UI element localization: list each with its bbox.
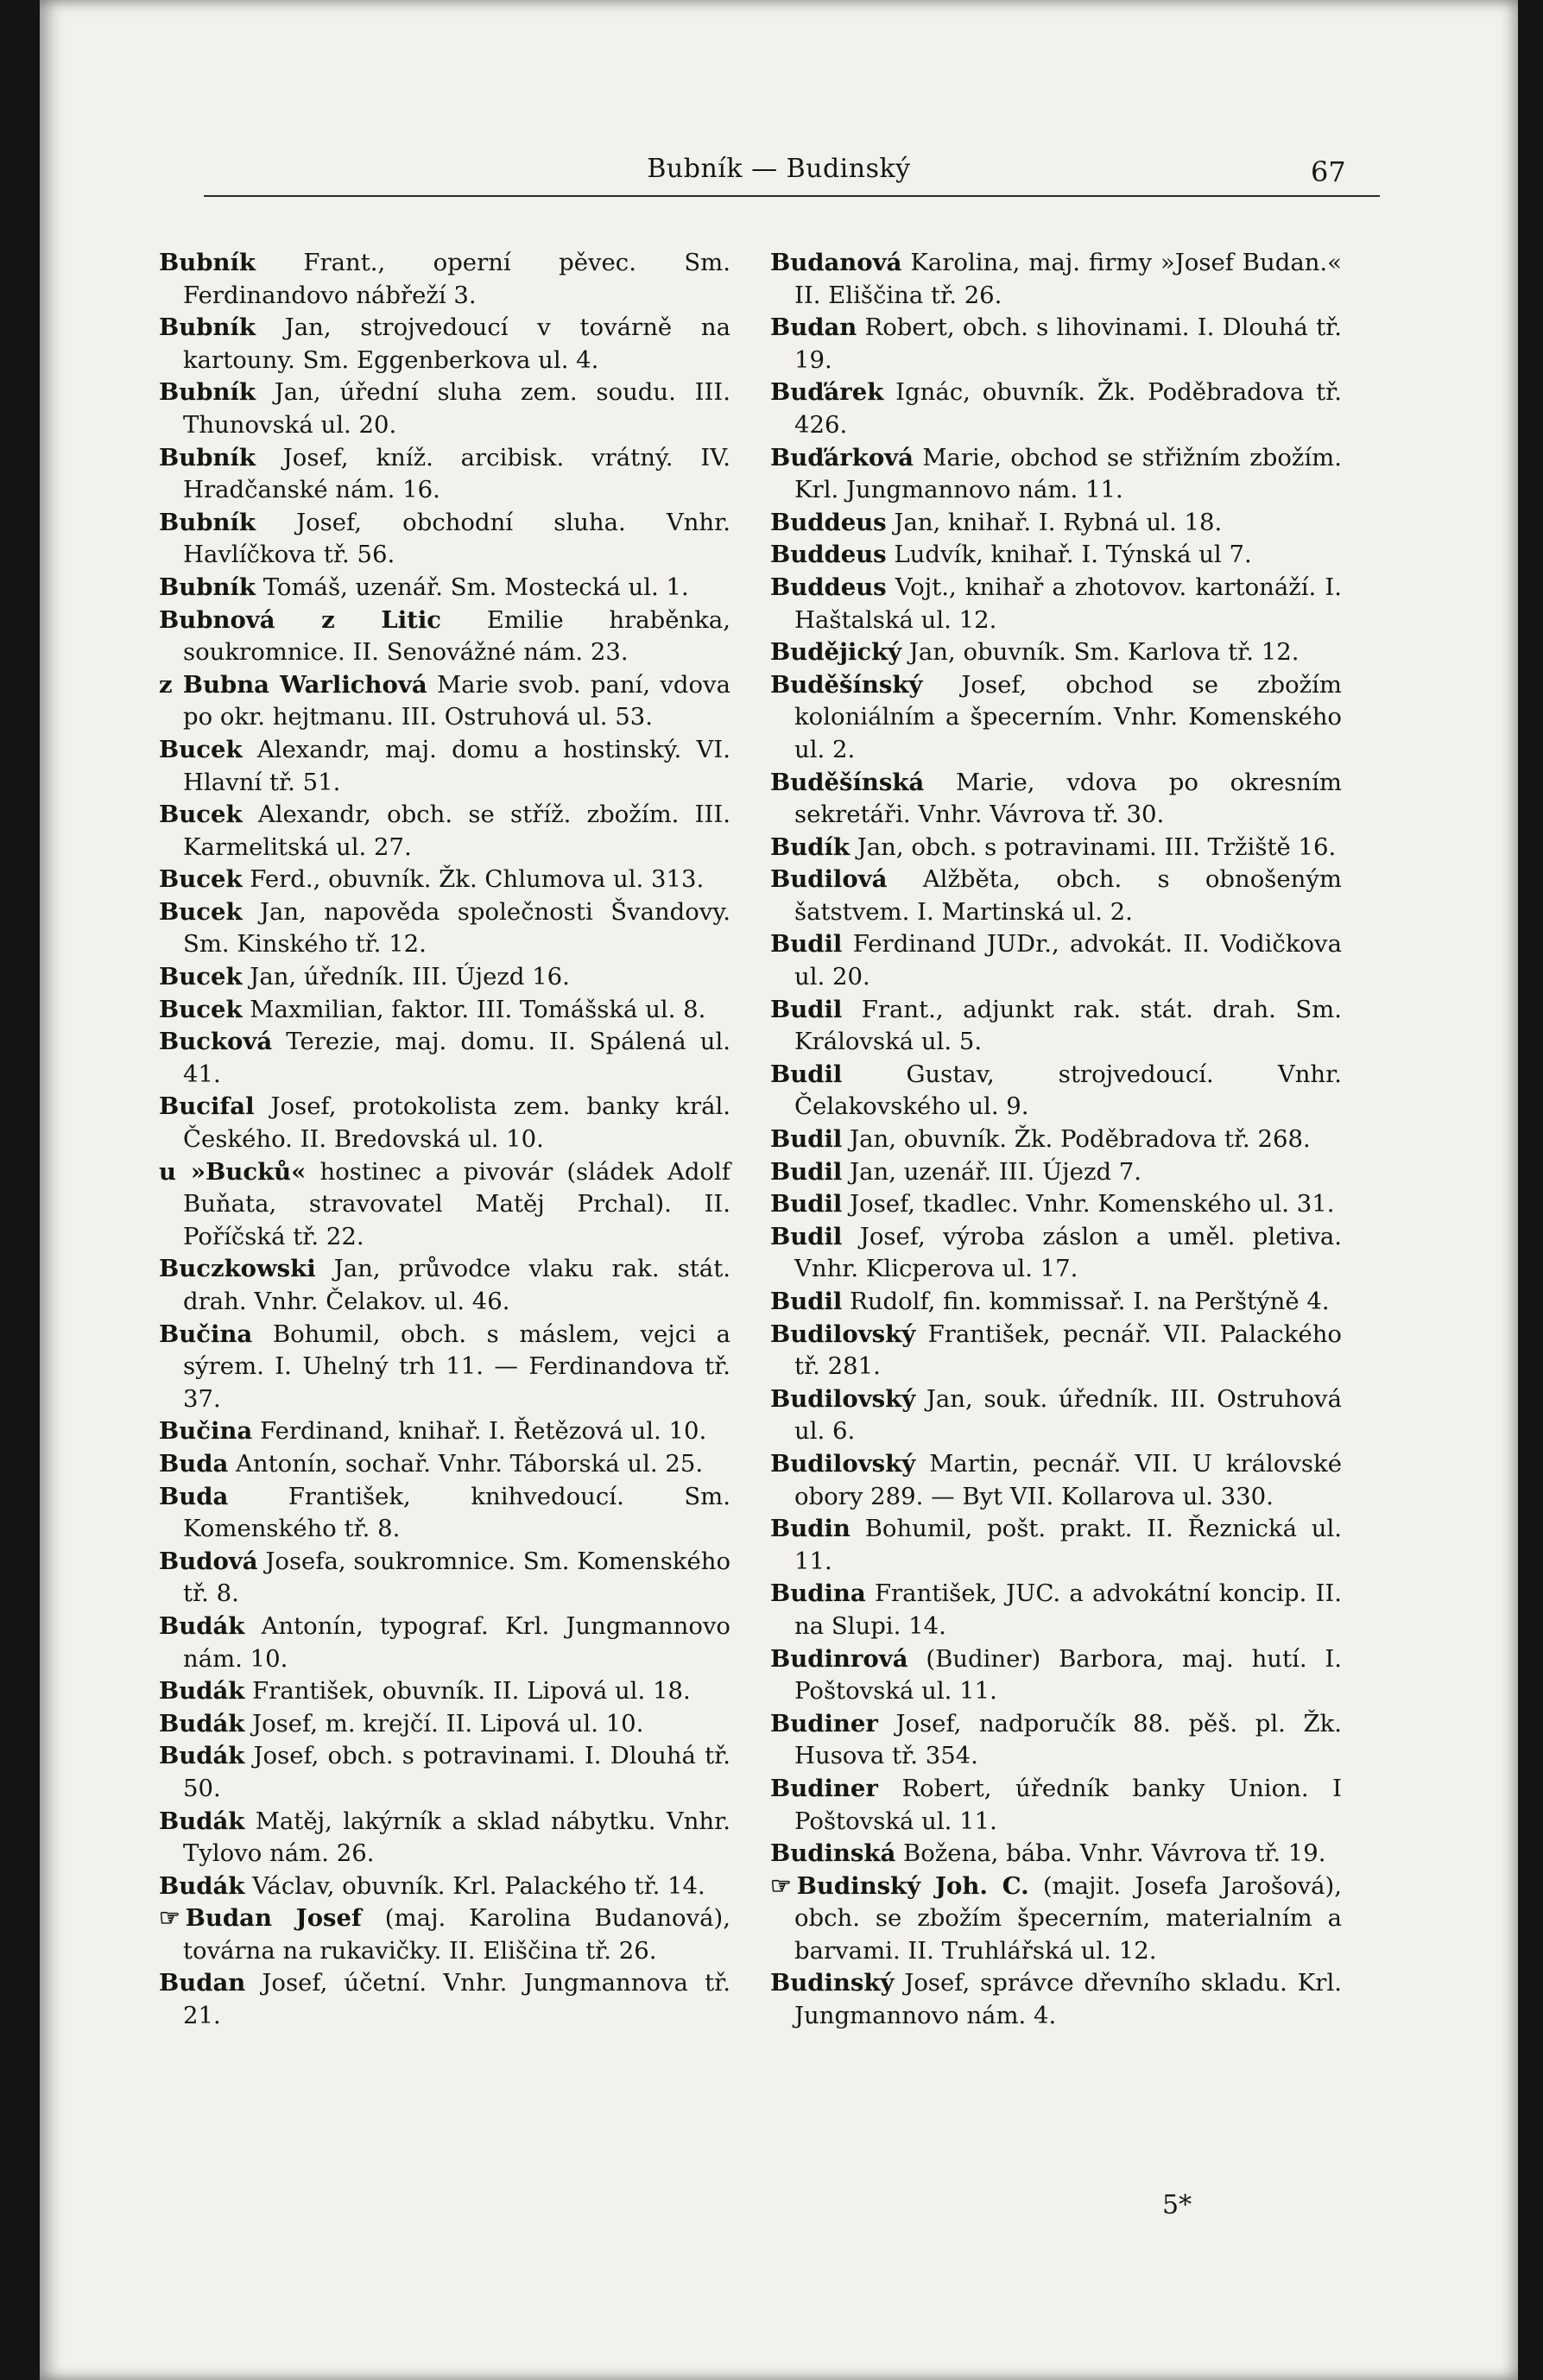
entry-name: Bucek <box>159 735 243 763</box>
entry-details: hostinec a pivovár (sládek Adolf Buňata, stravovatel Matěj Prchal). II. Poříčská tř. 22. <box>183 1157 730 1250</box>
entry-details: Jan, úředník. III. Újezd 16. <box>250 963 570 991</box>
entry-name: Budil <box>770 995 843 1023</box>
entry-details: Robert, úředník banky Union. I Poštovská ul. 11. <box>794 1774 1342 1835</box>
entry-details: Jan, obuvník. Sm. Karlova tř. 12. <box>908 638 1300 667</box>
entry-details: Terezie, maj. domu. II. Spálená ul. 41. <box>183 1028 730 1088</box>
directory-entry <box>159 799 730 864</box>
entry-name: Buďárková <box>770 443 914 472</box>
pointing-hand-icon: ☞ <box>159 1904 180 1933</box>
directory-entry <box>159 507 730 572</box>
directory-entry <box>159 1253 730 1318</box>
directory-entry <box>770 1870 1342 1968</box>
entry-details: Bohumil, pošt. prakt. II. Řeznická ul. 11. <box>794 1515 1342 1575</box>
directory-entry <box>159 1481 730 1546</box>
entry-name: Budějický <box>770 638 902 667</box>
entry-details: Jan, úřední sluha zem. soudu. III. Thunovská ul. 20. <box>183 378 730 439</box>
entry-details: Josef, výroba záslon a uměl. pletiva. Vnhr. Klicperova ul. 17. <box>794 1222 1342 1283</box>
entry-details: Ludvík, knihař. I. Týnská ul 7. <box>894 541 1252 569</box>
left-column <box>159 247 730 2033</box>
entry-details: Josef, správce dřevního skladu. Krl. Jungmannovo nám. 4. <box>794 1969 1342 2030</box>
directory-entry <box>770 442 1342 507</box>
entry-name: Budík <box>770 832 850 861</box>
entry-details: Ferd., obuvník. Žk. Chlumova ul. 313. <box>250 865 705 894</box>
entry-name: Buda <box>159 1482 229 1510</box>
entry-name: Bucek <box>159 995 243 1023</box>
entry-details: Emilie hraběnka, soukromnice. II. Senovážné nám. 23. <box>183 605 730 667</box>
entry-details: František, pecnář. VII. Palackého tř. 281. <box>794 1320 1342 1381</box>
entry-name: Bucek <box>159 963 243 991</box>
entry-details: Jan, průvodce vlaku rak. stát. drah. Vnhr. Čelakov. ul. 46. <box>183 1255 730 1315</box>
entry-details: Marie svob. paní, vdova po okr. hejtmanu. III. Ostruhová ul. 53. <box>183 670 730 731</box>
entry-name: Budilovský <box>770 1320 916 1348</box>
entry-name: Budil <box>770 930 843 959</box>
directory-entry <box>770 1578 1342 1643</box>
entry-name: Bucek <box>159 897 243 926</box>
directory-entry <box>159 1611 730 1675</box>
right-column <box>770 247 1342 2033</box>
entry-name: Budinská <box>770 1839 896 1868</box>
entry-name: Budil <box>770 1190 843 1218</box>
directory-entry <box>159 1806 730 1870</box>
entry-details: Maxmilian, faktor. III. Tomášská ul. 8. <box>250 995 706 1023</box>
entry-details: Karolina, maj. firmy »Josef Budan.« II. Eliščina tř. 26. <box>794 249 1342 309</box>
entry-name: Bubník <box>159 508 256 536</box>
entry-name: Budilová <box>770 865 888 894</box>
directory-entry <box>770 539 1342 572</box>
entry-details: Josef, tkadlec. Vnhr. Komenského ul. 31. <box>850 1190 1335 1218</box>
entry-details: Jan, napověda společnosti Švandovy. Sm. Kinského tř. 12. <box>183 897 730 959</box>
directory-entry <box>159 377 730 441</box>
entry-name: Buděšínská <box>770 768 925 796</box>
entry-name: Buddeus <box>770 541 887 569</box>
directory-entry <box>770 1383 1342 1448</box>
entry-details: Antonín, typograf. Krl. Jungmannovo nám. 10. <box>183 1611 730 1673</box>
entry-name: Budák <box>159 1871 245 1900</box>
entry-details: Jan, obuvník. Žk. Poděbradova tř. 268. <box>850 1125 1311 1154</box>
directory-entry <box>159 1967 730 2032</box>
directory-entry <box>159 1740 730 1805</box>
entry-details: František, obuvník. II. Lipová ul. 18. <box>252 1677 691 1706</box>
entry-details: Jan, uzenář. III. Újezd 7. <box>850 1157 1142 1186</box>
entry-details: Josef, kníž. arcibisk. vrátný. IV. Hradčanské nám. 16. <box>183 443 730 504</box>
entry-details: Robert, obch. s lihovinami. I. Dlouhá tř. 19. <box>794 313 1342 374</box>
entry-name: Buda <box>159 1449 229 1478</box>
directory-entry <box>770 994 1342 1059</box>
directory-entry <box>770 1708 1342 1773</box>
entry-details: (maj. Karolina Budanová), továrna na rukavičky. II. Eliščina tř. 26. <box>183 1904 730 1965</box>
entry-name: Bubník <box>159 573 256 601</box>
entry-name: Budová <box>159 1547 258 1575</box>
directory-entry <box>159 734 730 799</box>
entry-name: Bučina <box>159 1320 253 1348</box>
entry-name: Bubník <box>159 443 256 472</box>
entry-details: František, knihvedoucí. Sm. Komenského tř. 8. <box>183 1482 730 1543</box>
entry-details: Ferdinand JUDr., advokát. II. Vodičkova ul. 20. <box>794 930 1342 991</box>
entry-name: Budan <box>770 313 857 342</box>
directory-entry <box>770 1156 1342 1189</box>
directory-entry <box>770 669 1342 767</box>
entry-details: Bohumil, obch. s máslem, vejci a sýrem. I. Uhelný trh 11. — Ferdinandova tř. 37. <box>183 1320 730 1413</box>
directory-entry <box>159 1415 730 1448</box>
directory-entry <box>770 1124 1342 1156</box>
entry-name: Budák <box>159 1807 245 1835</box>
entry-name: Budinský <box>770 1969 895 1997</box>
directory-entry <box>159 896 730 961</box>
entry-name: Buczkowski <box>159 1255 316 1283</box>
directory-entry <box>159 994 730 1027</box>
directory-entry <box>770 1221 1342 1286</box>
entry-name: Budil <box>770 1060 843 1088</box>
entry-name: z Bubna Warlichová <box>159 670 427 699</box>
entry-details: Josefa, soukromnice. Sm. Komenského tř. 8. <box>183 1547 731 1608</box>
entry-details: Josef, obch. s potravinami. I. Dlouhá tř. 50. <box>183 1742 730 1802</box>
directory-entry <box>770 1188 1342 1221</box>
running-head: Bubník — Budinský <box>647 154 911 184</box>
directory-entry <box>770 1643 1342 1708</box>
directory-entry <box>770 1967 1342 2032</box>
signature-mark: 5* <box>1162 2190 1192 2220</box>
entry-name: Budinský Joh. C. <box>796 1871 1029 1900</box>
entry-details: Alexandr, obch. se stříž. zbožím. III. Karmelitská ul. 27. <box>183 801 730 861</box>
entry-details: Antonín, sochař. Vnhr. Táborská ul. 25. <box>236 1449 704 1478</box>
entry-details: Gustav, strojvedoucí. Vnhr. Čelakovského ul. 9. <box>794 1060 1342 1121</box>
directory-entry <box>770 572 1342 636</box>
entry-name: Budák <box>159 1709 245 1738</box>
directory-entry <box>770 377 1342 441</box>
entry-details: Martin, pecnář. VII. U královské obory 289. — Byt VII. Kollarova ul. 330. <box>794 1449 1342 1510</box>
directory-entry <box>159 1902 730 1967</box>
entry-name: Bubník <box>159 378 256 407</box>
entry-details: Josef, protokolista zem. banky král. Českého. II. Bredovská ul. 10. <box>183 1092 730 1154</box>
entry-details: Vojt., knihař a zhotovov. kartonáží. I. Haštalská ul. 12. <box>794 573 1342 634</box>
entry-details: Ferdinand, knihař. I. Řetězová ul. 10. <box>260 1417 707 1446</box>
entry-details: Josef, obchod se zbožím koloniálním a špecerním. Vnhr. Komenského ul. 2. <box>794 670 1342 763</box>
entry-name: Budil <box>770 1222 843 1250</box>
entry-details: Matěj, lakýrník a sklad nábytku. Vnhr. Tylovo nám. 26. <box>183 1807 730 1868</box>
directory-entry <box>159 1675 730 1708</box>
entry-name: u »Bucků« <box>159 1157 307 1186</box>
entry-name: Budina <box>770 1579 866 1608</box>
entry-name: Bucek <box>159 801 243 829</box>
entry-details: Jan, strojvedoucí v továrně na kartouny. Sm. Eggenberkova ul. 4. <box>183 313 730 374</box>
entry-name: Bubnová z Litic <box>159 605 442 634</box>
directory-entry <box>770 1319 1342 1383</box>
directory-entry <box>159 312 730 377</box>
directory-entry <box>159 1026 730 1091</box>
entry-name: Budiner <box>770 1774 878 1802</box>
directory-entry <box>770 247 1342 312</box>
header-rule <box>204 195 1380 197</box>
directory-entry <box>159 1319 730 1416</box>
directory-entry <box>770 312 1342 377</box>
directory-entry <box>770 507 1342 540</box>
directory-entry <box>770 767 1342 832</box>
directory-entry <box>159 1091 730 1155</box>
entry-name: Bubník <box>159 249 256 276</box>
entry-name: Budák <box>159 1611 245 1640</box>
entry-details: Marie, obchod se střižním zbožím. Krl. Jungmannovo nám. 11. <box>794 443 1342 504</box>
directory-entry <box>159 1156 730 1254</box>
pointing-hand-icon: ☞ <box>770 1871 792 1900</box>
entry-name: Budanová <box>770 249 902 276</box>
directory-entry <box>770 1059 1342 1124</box>
entry-details: Jan, knihař. I. Rybná ul. 18. <box>894 508 1223 536</box>
directory-entry <box>159 572 730 604</box>
entry-details: Jan, souk. úředník. III. Ostruhová ul. 6. <box>794 1384 1342 1446</box>
entry-details: Tomáš, uzenář. Sm. Mostecká ul. 1. <box>262 573 689 601</box>
directory-entry <box>770 864 1342 928</box>
entry-details: Josef, m. krejčí. II. Lipová ul. 10. <box>252 1709 644 1738</box>
entry-details: Ignác, obuvník. Žk. Poděbradova tř. 426. <box>794 378 1342 439</box>
entry-name: Buděšínský <box>770 670 923 699</box>
directory-entry <box>770 1513 1342 1578</box>
directory-entry <box>770 1773 1342 1838</box>
entry-name: Budan <box>159 1969 246 1997</box>
entry-name: Budilovský <box>770 1384 916 1413</box>
directory-entry <box>770 1838 1342 1870</box>
directory-entry <box>770 1448 1342 1513</box>
entry-details: (Budiner) Barbora, maj. hutí. I. Poštovská ul. 11. <box>794 1644 1343 1706</box>
directory-entry <box>159 1546 730 1611</box>
entry-name: Budil <box>770 1125 843 1154</box>
entry-name: Budák <box>159 1742 245 1770</box>
entry-details: Alžběta, obch. s obnošeným šatstvem. I. Martinská ul. 2. <box>794 865 1342 926</box>
directory-entry <box>159 604 730 669</box>
entry-name: Buďárek <box>770 378 884 407</box>
page-number: 67 <box>1311 155 1346 188</box>
directory-entry <box>159 961 730 994</box>
entry-name: Bubník <box>159 313 256 342</box>
entry-details: Rudolf, fin. kommissař. I. na Perštýně 4. <box>850 1288 1330 1315</box>
entry-name: Bučina <box>159 1417 253 1446</box>
directory-entry <box>159 1708 730 1741</box>
entry-name: Bucek <box>159 865 243 894</box>
directory-entry <box>159 669 730 734</box>
entry-name: Budinrová <box>770 1644 908 1673</box>
entry-details: Božena, bába. Vnhr. Vávrova tř. 19. <box>903 1839 1326 1868</box>
entry-details: Josef, nadporučík 88. pěš. pl. Žk. Husova tř. 354. <box>794 1709 1342 1770</box>
entry-details: Frant., operní pěvec. Sm. Ferdinandovo nábřeží 3. <box>183 249 730 309</box>
entry-details: Josef, obchodní sluha. Vnhr. Havlíčkova tř. 56. <box>183 508 730 569</box>
directory-entry <box>770 636 1342 669</box>
entry-name: Bucková <box>159 1028 273 1056</box>
entry-name: Budilovský <box>770 1449 916 1478</box>
entry-details: (majit. Josefa Jarošová), obch. se zbožím špecerním, materialním a barvami. II. Truhlářská ul. 12. <box>794 1871 1342 1965</box>
directory-entry <box>159 247 730 312</box>
entry-name: Bucifal <box>159 1092 255 1121</box>
directory-entry <box>159 864 730 896</box>
entry-name: Budin <box>770 1515 851 1543</box>
directory-entry <box>159 442 730 507</box>
directory-entry <box>770 832 1342 864</box>
entry-details: Frant., adjunkt rak. stát. drah. Sm. Královská ul. 5. <box>794 995 1342 1056</box>
entry-name: Budák <box>159 1677 245 1706</box>
directory-page <box>40 0 1518 2380</box>
entry-details: Josef, účetní. Vnhr. Jungmannova tř. 21. <box>183 1969 730 2030</box>
directory-entry <box>159 1870 730 1903</box>
entry-name: Buddeus <box>770 573 887 601</box>
entry-details: Alexandr, maj. domu a hostinský. VI. Hlavní tř. 51. <box>183 735 730 796</box>
entry-name: Budiner <box>770 1709 878 1738</box>
directory-entry <box>159 1448 730 1481</box>
entry-details: Jan, obch. s potravinami. III. Tržiště 16. <box>857 832 1337 861</box>
entry-details: Marie, vdova po okresním sekretáři. Vnhr. Vávrova tř. 30. <box>794 768 1342 829</box>
entry-name: Budil <box>770 1157 843 1186</box>
entry-details: Václav, obuvník. Krl. Palackého tř. 14. <box>252 1871 705 1900</box>
entry-name: Budil <box>770 1288 843 1315</box>
directory-entry <box>770 928 1342 993</box>
entry-name: Budan Josef <box>185 1904 362 1933</box>
directory-entry <box>770 1286 1342 1319</box>
entry-name: Buddeus <box>770 508 887 536</box>
entry-details: František, JUC. a advokátní koncip. II. na Slupi. 14. <box>794 1579 1342 1640</box>
